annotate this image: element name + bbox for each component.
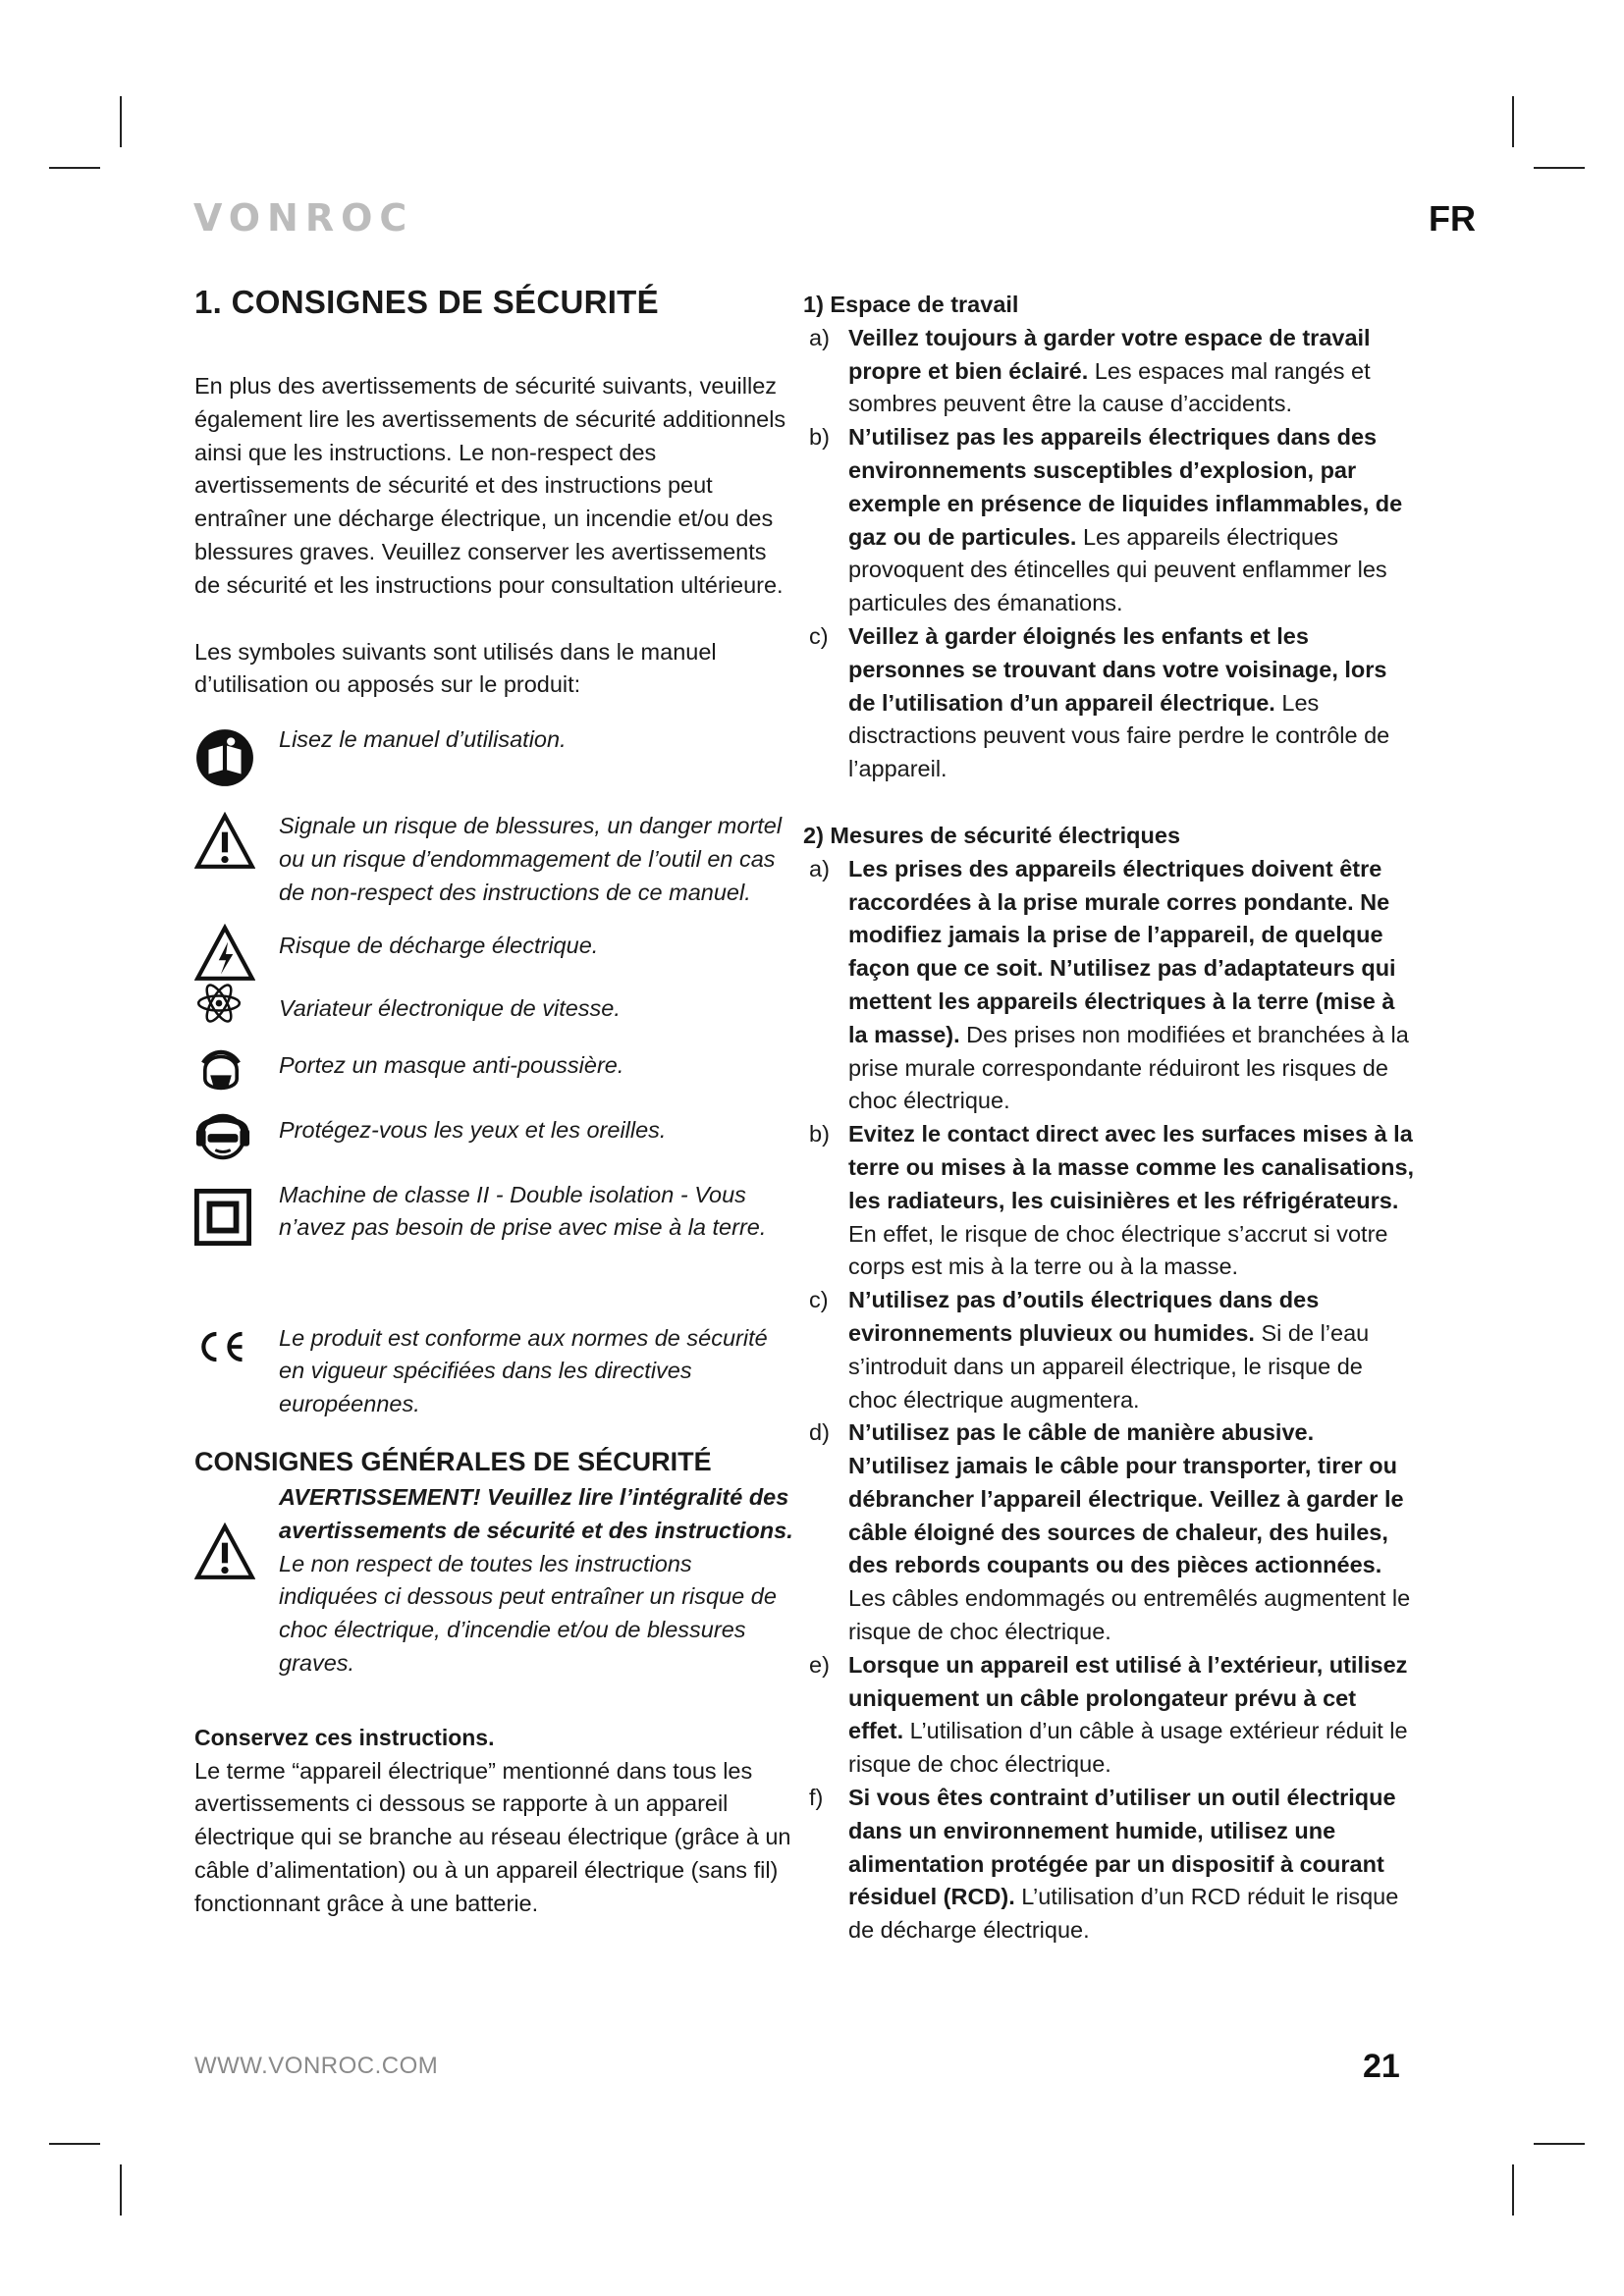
item-text: Si de l’eau s’introduit dans un appareil électrique, le risque de choc électrique augmentera. bbox=[848, 1319, 1370, 1413]
warning-text: Le non respect de toutes les instructions indiquées ci dessous peut entraîner un risque de choc électrique, d’incendie et/ou de blessures graves. bbox=[279, 1550, 777, 1676]
item-bold-text: Si vous êtes contraint d’utiliser un outil électrique dans un environnement humide, utilisez une alimentation protégée par un dispositif à courant résiduel (RCD). bbox=[848, 1785, 1396, 1910]
crop-mark bbox=[120, 2164, 122, 2216]
page-number: 21 bbox=[1363, 2048, 1400, 2085]
item-letter: b) bbox=[809, 1121, 830, 1148]
item-letter: e) bbox=[809, 1651, 830, 1678]
dust-mask-icon bbox=[194, 1041, 247, 1098]
list-item bbox=[803, 1782, 1417, 1948]
warning-bold-text: AVERTISSEMENT! Veuillez lire l’intégralité des avertissements de sécurité et des instructions. bbox=[279, 1483, 793, 1543]
keep-instructions-text: Le terme “appareil électrique” mentionné dans tous les avertissements ci dessous se rapporte à un appareil électrique qui se branche au réseau électrique (grâce à un câble d’alimentation) ou à un appareil électrique (sans fil) fonctionnant grâce à une batterie. bbox=[194, 1757, 791, 1916]
ce-mark-icon bbox=[194, 1328, 249, 1365]
symbol-text: Lisez le manuel d’utilisation. bbox=[279, 726, 567, 753]
section-1-title: 1) Espace de travail bbox=[803, 292, 1019, 317]
manual-icon bbox=[194, 727, 255, 788]
left-column bbox=[194, 280, 793, 1921]
list-item bbox=[803, 1649, 1417, 1782]
item-text: Des prises non modifiées et branchées à la prise murale correspondante réduiront les risques de choc électrique. bbox=[848, 1021, 1409, 1114]
item-bold-text: Veillez toujours à garder votre espace de travail propre et bien éclairé. bbox=[848, 324, 1371, 384]
item-bold-text: Evitez le contact direct avec les surfaces mises à la terre ou mises à la masse comme les canalisations, les radiateurs, les cuisinières et les réfrigérateurs. bbox=[848, 1121, 1415, 1213]
symbol-row bbox=[194, 992, 793, 1049]
warning-icon bbox=[194, 1522, 255, 1583]
class-ii-icon bbox=[194, 1189, 251, 1246]
crop-mark bbox=[1534, 167, 1585, 169]
item-text: En effet, le risque de choc électrique s’accrut si votre corps est mis à la terre ou à la masse. bbox=[848, 1220, 1388, 1280]
right-column bbox=[803, 289, 1417, 1948]
item-text: Les disctractions peuvent vous faire perdre le contrôle de l’appareil. bbox=[848, 689, 1390, 782]
section-2-title: 2) Mesures de sécurité électriques bbox=[803, 822, 1181, 848]
crop-mark bbox=[49, 167, 100, 169]
symbol-text: Machine de classe II - Double isolation - Vous n’avez pas besoin de prise avec mise à la terre. bbox=[279, 1181, 767, 1241]
speed-variator-icon bbox=[194, 979, 244, 1028]
symbol-row bbox=[194, 1179, 793, 1297]
item-bold-text: N’utilisez pas les appareils électriques dans des environnements susceptibles d’explosion, par exemple en présence de liquides inflammables, de gaz ou de particules. bbox=[848, 424, 1403, 550]
electric-shock-icon bbox=[194, 924, 255, 985]
item-text: Les câbles endommagés ou entremêlés augmentent le risque de choc électrique. bbox=[848, 1585, 1411, 1645]
item-bold-text: N’utilisez pas le câble de manière abusive. N’utilisez jamais le câble pour transporter, tirer ou débrancher l’appareil électrique. Veillez à garder le câble éloigné des sources de chaleur, des huiles, des rebords coupants ou des pièces actionnées. bbox=[848, 1419, 1404, 1578]
item-letter: c) bbox=[809, 622, 829, 649]
list-item bbox=[803, 620, 1417, 786]
item-text: Les espaces mal rangés et sombres peuvent être la cause d’accidents. bbox=[848, 357, 1371, 417]
item-bold-text: Veillez à garder éloignés les enfants et les personnes se trouvant dans votre voisinage, lors de l’utilisation d’un appareil électrique. bbox=[848, 622, 1387, 716]
symbol-text: Signale un risque de blessures, un danger mortel ou un risque d’endommagement de l’outil en cas de non-respect des instructions de ce manuel. bbox=[279, 813, 783, 905]
item-letter: d) bbox=[809, 1419, 830, 1446]
symbol-row bbox=[194, 723, 793, 788]
keep-instructions-title: Conservez ces instructions. bbox=[194, 1724, 495, 1750]
symbol-text: Portez un masque anti-poussière. bbox=[279, 1051, 624, 1078]
footer-url: WWW.VONROC.COM bbox=[194, 2053, 439, 2079]
list-item bbox=[803, 1284, 1417, 1416]
list-item bbox=[803, 421, 1417, 620]
brand-logo: VONROC bbox=[193, 196, 414, 240]
item-text: L’utilisation d’un câble à usage extérieur réduit le risque de choc électrique. bbox=[848, 1718, 1408, 1778]
intro-paragraph: En plus des avertissements de sécurité suivants, veuillez également lire les avertissements de sécurité additionnels ainsi que les instructions. Le non-respect des avertissements de sécurité et des instructions peut entraîner une décharge électrique, un incendie et/ou des blessures graves. Veuillez conserver les avertissements de sécurité et les instructions pour consultation ultérieure. bbox=[194, 373, 786, 598]
symbol-text: Variateur électronique de vitesse. bbox=[279, 994, 621, 1021]
warning-block bbox=[194, 1481, 793, 1681]
item-bold-text: Lorsque un appareil est utilisé à l’extérieur, utilisez uniquement un câble prolongateur prévu à cet effet. bbox=[848, 1651, 1408, 1744]
list-item bbox=[803, 322, 1417, 421]
eye-ear-protection-icon bbox=[194, 1108, 251, 1165]
item-letter: a) bbox=[809, 855, 830, 881]
item-bold-text: Les prises des appareils électriques doivent être raccordées à la prise murale corres pondante. Ne modifiez jamais la prise de l’appareil, de quelque façon que ce soit. N’utilisez pas d’adaptateurs qui mettent les appareils électriques à la terre (mise à la masse). bbox=[848, 855, 1396, 1047]
symbol-row bbox=[194, 810, 793, 909]
symbol-row bbox=[194, 1322, 793, 1421]
item-text: L’utilisation d’un RCD réduit le risque de décharge électrique. bbox=[848, 1884, 1399, 1944]
symbol-row bbox=[194, 1049, 793, 1114]
symbol-row bbox=[194, 930, 793, 983]
symbol-row bbox=[194, 1114, 793, 1179]
warning-icon bbox=[194, 812, 255, 873]
list-item bbox=[803, 1118, 1417, 1284]
symbol-text: Risque de décharge électrique. bbox=[279, 932, 599, 958]
item-letter: b) bbox=[809, 424, 830, 451]
item-letter: a) bbox=[809, 324, 830, 350]
crop-mark bbox=[49, 2143, 100, 2145]
symbol-text: Le produit est conforme aux normes de sécurité en vigueur spécifiées dans les directives européennes. bbox=[279, 1324, 768, 1417]
general-safety-title: CONSIGNES GÉNÉRALES DE SÉCURITÉ bbox=[194, 1446, 712, 1476]
language-label: FR bbox=[1429, 198, 1476, 239]
symbols-intro: Les symboles suivants sont utilisés dans le manuel d’utilisation ou apposés sur le produit: bbox=[194, 638, 717, 698]
crop-mark bbox=[1512, 96, 1514, 147]
item-bold-text: N’utilisez pas d’outils électriques dans des evironnements pluvieux ou humides. bbox=[848, 1287, 1320, 1346]
crop-mark bbox=[1512, 2164, 1514, 2216]
item-letter: f) bbox=[809, 1785, 824, 1811]
list-item bbox=[803, 853, 1417, 1118]
crop-mark bbox=[1534, 2143, 1585, 2145]
symbol-text: Protégez-vous les yeux et les oreilles. bbox=[279, 1116, 667, 1143]
list-item bbox=[803, 1416, 1417, 1649]
section-title: 1. CONSIGNES DE SÉCURITÉ bbox=[194, 284, 659, 320]
item-letter: c) bbox=[809, 1287, 829, 1313]
item-text: Les appareils électriques provoquent des étincelles qui peuvent enflammer les particules des émanations. bbox=[848, 523, 1387, 616]
crop-mark bbox=[120, 96, 122, 147]
